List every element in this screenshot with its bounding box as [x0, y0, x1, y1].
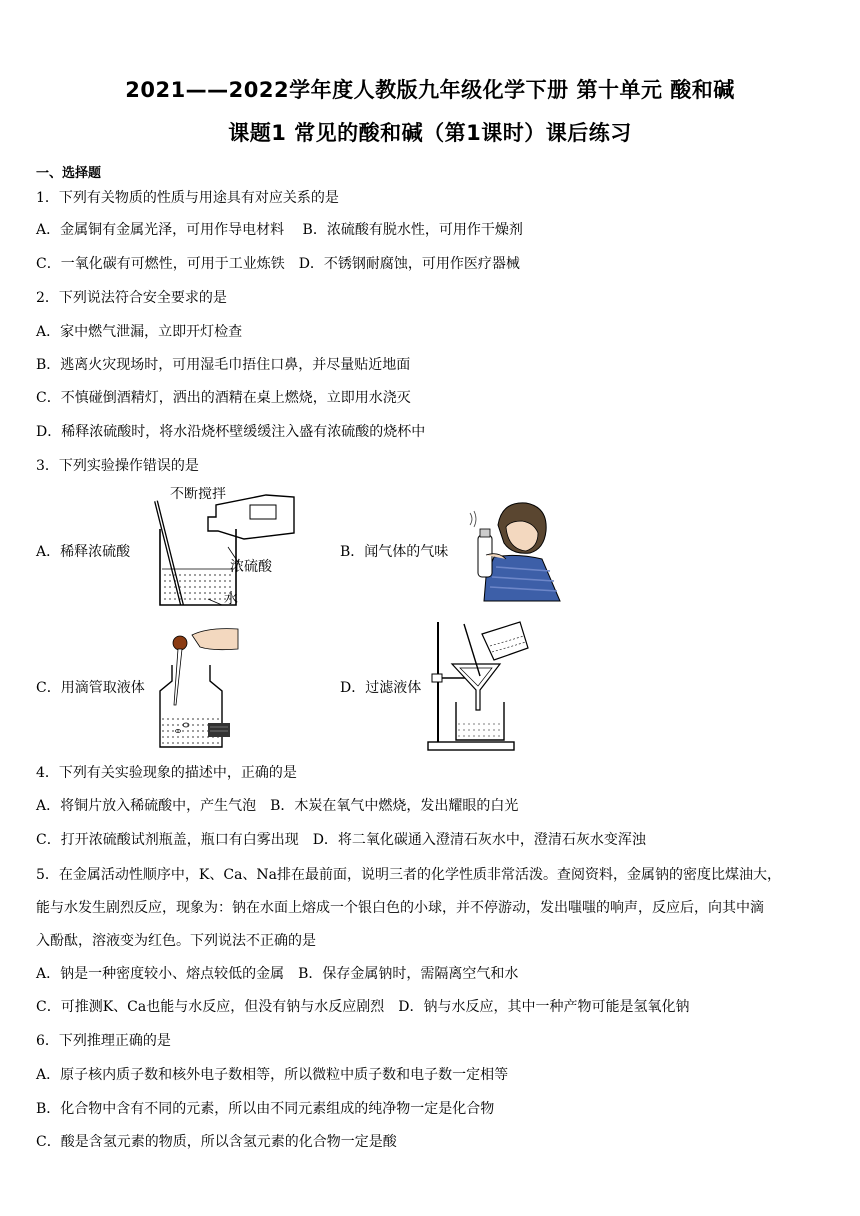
- stand-base: [428, 742, 514, 750]
- hand: [192, 629, 238, 650]
- q2-stem: 2．下列说法符合安全要求的是: [36, 290, 227, 306]
- q5-stem-line2: 能与水发生剧烈反应，现象为：钠在水面上熔成一个银白色的小球，并不停游动，发出嗤嗤的响声，反应后，向其中滴: [36, 900, 764, 916]
- q3-option-a-label: A．稀释浓硫酸: [36, 544, 131, 560]
- pouring-beaker: [482, 622, 528, 660]
- q4-options-ab: A．将铜片放入稀硫酸中，产生气泡 B．木炭在氧气中燃烧，发出耀眼的白光: [36, 798, 519, 814]
- dropper-bulb: [173, 636, 187, 650]
- bottle-stopper: [208, 723, 230, 737]
- q2-option-c: C．不慎碰倒酒精灯，洒出的酒精在桌上燃烧，立即用水浇灭: [36, 390, 411, 406]
- acid-label: 浓硫酸: [230, 559, 272, 575]
- section-heading: 一、选择题: [36, 166, 102, 181]
- q6-option-b: B．化合物中含有不同的元素，所以由不同元素组成的纯净物一定是化合物: [36, 1101, 495, 1117]
- funnel: [452, 664, 500, 710]
- q3-option-d-label: D．过滤液体: [340, 680, 422, 696]
- q1-options-ab: A．金属铜有金属光泽，可用作导电材料 B．浓硫酸有脱水性，可用作干燥剂: [36, 222, 523, 238]
- q3-option-b-label: B．闻气体的气味: [340, 544, 449, 560]
- q4-options-cd: C．打开浓硫酸试剂瓶盖，瓶口有白雾出现 D．将二氧化碳通入澄清石灰水中，澄清石灰水变浑浊: [36, 832, 646, 848]
- dropper-figure: [152, 625, 242, 751]
- q6-option-c: C．酸是含氢元素的物质，所以含氢元素的化合物一定是酸: [36, 1134, 397, 1150]
- water-label: 水: [224, 591, 238, 607]
- smelling-gas-figure: [464, 497, 564, 603]
- q3-option-c-label: C．用滴管取液体: [36, 680, 145, 696]
- q1-stem: 1．下列有关物质的性质与用途具有对应关系的是: [36, 190, 339, 206]
- stir-label: 不断搅拌: [170, 487, 226, 502]
- document-title-line2: 课题1 常见的酸和碱（第1课时）课后练习: [228, 121, 632, 145]
- dilute-acid-figure: [148, 487, 318, 609]
- gas-bottle: [478, 535, 492, 577]
- dropper-tube: [174, 649, 182, 705]
- q3-stem: 3．下列实验操作错误的是: [36, 458, 199, 474]
- q6-option-a: A．原子核内质子数和核外电子数相等，所以微粒中质子数和电子数一定相等: [36, 1067, 509, 1083]
- q6-stem: 6．下列推理正确的是: [36, 1033, 171, 1049]
- q2-option-a: A．家中燃气泄漏，立即开灯检查: [36, 324, 243, 340]
- q2-option-b: B．逃离火灾现场时，可用湿毛巾捂住口鼻，并尽量贴近地面: [36, 357, 411, 373]
- q2-option-d: D．稀释浓硫酸时，将水沿烧杯壁缓缓注入盛有浓硫酸的烧杯中: [36, 424, 426, 440]
- q5-stem-line1: 5．在金属活动性顺序中，K、Ca、Na排在最前面，说明三者的化学性质非常活泼。查阅资料，金属钠的密度比煤油大，: [36, 867, 782, 883]
- q5-options-ab: A．钠是一种密度较小、熔点较低的金属 B．保存金属钠时，需隔离空气和水: [36, 966, 519, 982]
- q4-stem: 4．下列有关实验现象的描述中，正确的是: [36, 765, 297, 781]
- document-title-line1: 2021——2022学年度人教版九年级化学下册 第十单元 酸和碱: [125, 78, 735, 102]
- q1-options-cd: C．一氧化碳有可燃性，可用于工业炼铁 D．不锈钢耐腐蚀，可用作医疗器械: [36, 256, 520, 272]
- filtration-figure: [424, 618, 534, 752]
- q5-stem-line3: 入酚酞，溶液变为红色。下列说法不正确的是: [36, 933, 316, 949]
- q5-options-cd: C．可推测K、Ca也能与水反应，但没有钠与水反应剧烈 D．钠与水反应，其中一种产物可能是氢氧化钠: [36, 999, 690, 1015]
